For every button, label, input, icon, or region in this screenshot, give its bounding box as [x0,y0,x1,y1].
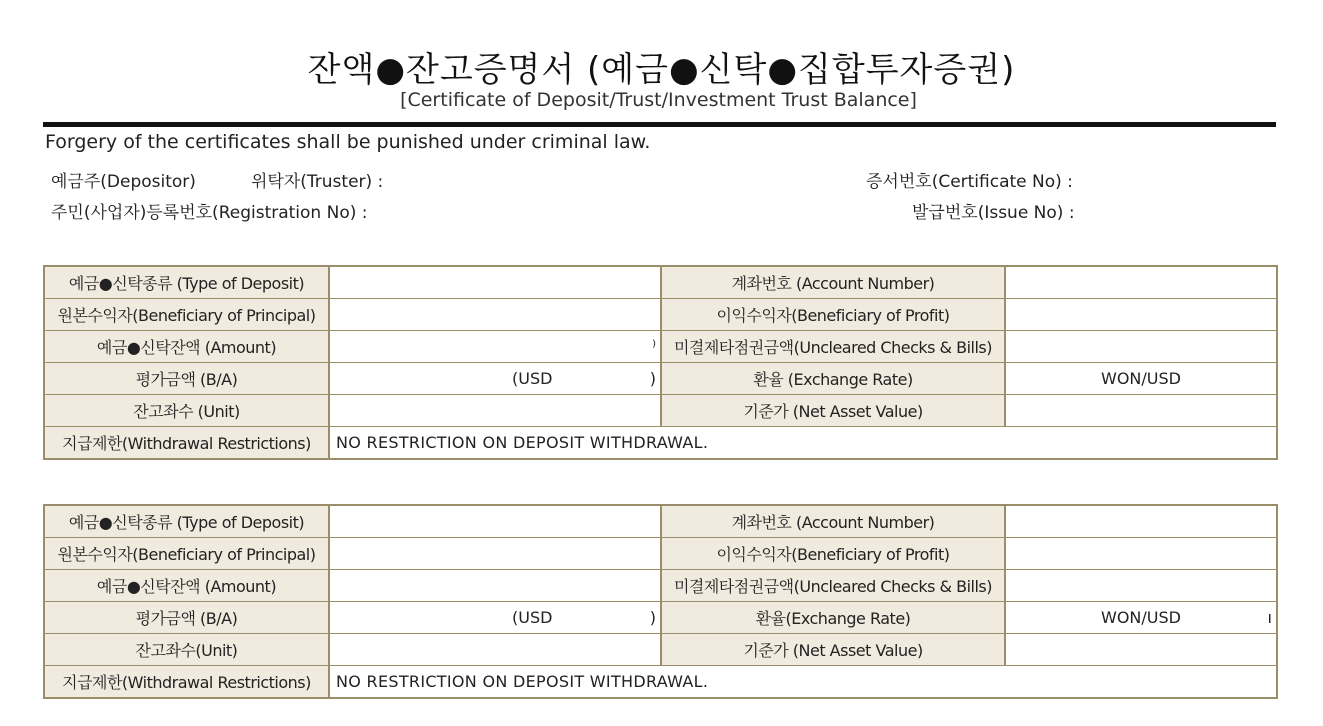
table-row [44,570,1277,602]
type-of-deposit-label: 예금●신탁종류 (Type of Deposit) [44,505,329,538]
beneficiary-profit-label: 이익수익자(Beneficiary of Profit) [661,538,1005,570]
exchange-rate-value [1005,602,1277,634]
table-row [44,363,1277,395]
nav-value [1005,634,1277,666]
beneficiary-principal-value [329,299,661,331]
forgery-warning: Forgery of the certificates shall be punished under criminal law. [45,131,651,153]
unit-label: 잔고좌수(Unit) [44,634,329,666]
type-of-deposit-value [329,505,661,538]
account-number-value [1005,505,1277,538]
amount-label: 예금●신탁잔액 (Amount) [44,331,329,363]
amount-value [329,331,661,363]
unit-value [329,395,661,427]
truster-label: 위탁자(Truster) : [251,172,384,192]
balance-table-2 [43,504,1278,699]
ba-value [329,602,661,634]
table-row [44,505,1277,538]
exchange-rate-value: WON/USD [1005,363,1277,395]
beneficiary-profit-label: 이익수익자(Beneficiary of Profit) [661,299,1005,331]
nav-value [1005,395,1277,427]
amount-label: 예금●신탁잔액 (Amount) [44,570,329,602]
certificate-no-label: 증서번호(Certificate No) : [866,172,1073,192]
uncleared-checks-value [1005,331,1277,363]
beneficiary-principal-label: 원본수익자(Beneficiary of Principal) [44,538,329,570]
unit-label: 잔고좌수 (Unit) [44,395,329,427]
amount-close-mark: ⁾ [652,337,656,356]
beneficiary-principal-value [329,538,661,570]
uncleared-checks-label: 미결제타점권금액(Uncleared Checks & Bills) [661,331,1005,363]
exchange-rate-label: 환율(Exchange Rate) [661,602,1005,634]
table-row [44,427,1277,460]
withdrawal-restrictions-value: NO RESTRICTION ON DEPOSIT WITHDRAWAL. [329,666,1277,699]
ba-usd-text: (USD [512,608,553,627]
table-row [44,331,1277,363]
exchange-rate-label: 환율 (Exchange Rate) [661,363,1005,395]
account-number-value [1005,266,1277,299]
account-number-label: 계좌번호 (Account Number) [661,266,1005,299]
ba-label: 평가금액 (B/A) [44,363,329,395]
beneficiary-profit-value [1005,299,1277,331]
uncleared-checks-label: 미결제타점권금액(Uncleared Checks & Bills) [661,570,1005,602]
amount-value [329,570,661,602]
account-number-label: 계좌번호 (Account Number) [661,505,1005,538]
ba-close-paren: ) [649,608,656,627]
page-subtitle: [Certificate of Deposit/Trust/Investment Trust Balance] [400,89,917,111]
uncleared-checks-value [1005,570,1277,602]
table-row [44,395,1277,427]
page-title: 잔액●잔고증명서 (예금●신탁●집합투자증권) [307,50,1016,90]
registration-no-label: 주민(사업자)등록번호(Registration No) : [51,203,368,223]
table-row [44,602,1277,634]
ba-usd-text: (USD [512,369,553,388]
nav-label: 기준가 (Net Asset Value) [661,634,1005,666]
depositor-label: 예금주(Depositor) [51,172,196,192]
table-row [44,666,1277,699]
beneficiary-principal-label: 원본수익자(Beneficiary of Principal) [44,299,329,331]
balance-table-1 [43,265,1278,460]
withdrawal-restrictions-value: NO RESTRICTION ON DEPOSIT WITHDRAWAL. [329,427,1277,460]
table-row [44,634,1277,666]
type-of-deposit-value [329,266,661,299]
exchange-rate-text: WON/USD [1101,608,1181,627]
beneficiary-profit-value [1005,538,1277,570]
ba-label: 평가금액 (B/A) [44,602,329,634]
ba-close-paren: ) [649,369,656,388]
issue-no-label: 발급번호(Issue No) : [912,203,1075,223]
table-row [44,538,1277,570]
title-divider [43,122,1276,127]
withdrawal-restrictions-label: 지급제한(Withdrawal Restrictions) [44,666,329,699]
exchange-rate-extra-mark: ı [1267,608,1272,627]
table-row [44,299,1277,331]
nav-label: 기준가 (Net Asset Value) [661,395,1005,427]
table-row [44,266,1277,299]
type-of-deposit-label: 예금●신탁종류 (Type of Deposit) [44,266,329,299]
ba-value [329,363,661,395]
withdrawal-restrictions-label: 지급제한(Withdrawal Restrictions) [44,427,329,460]
unit-value [329,634,661,666]
